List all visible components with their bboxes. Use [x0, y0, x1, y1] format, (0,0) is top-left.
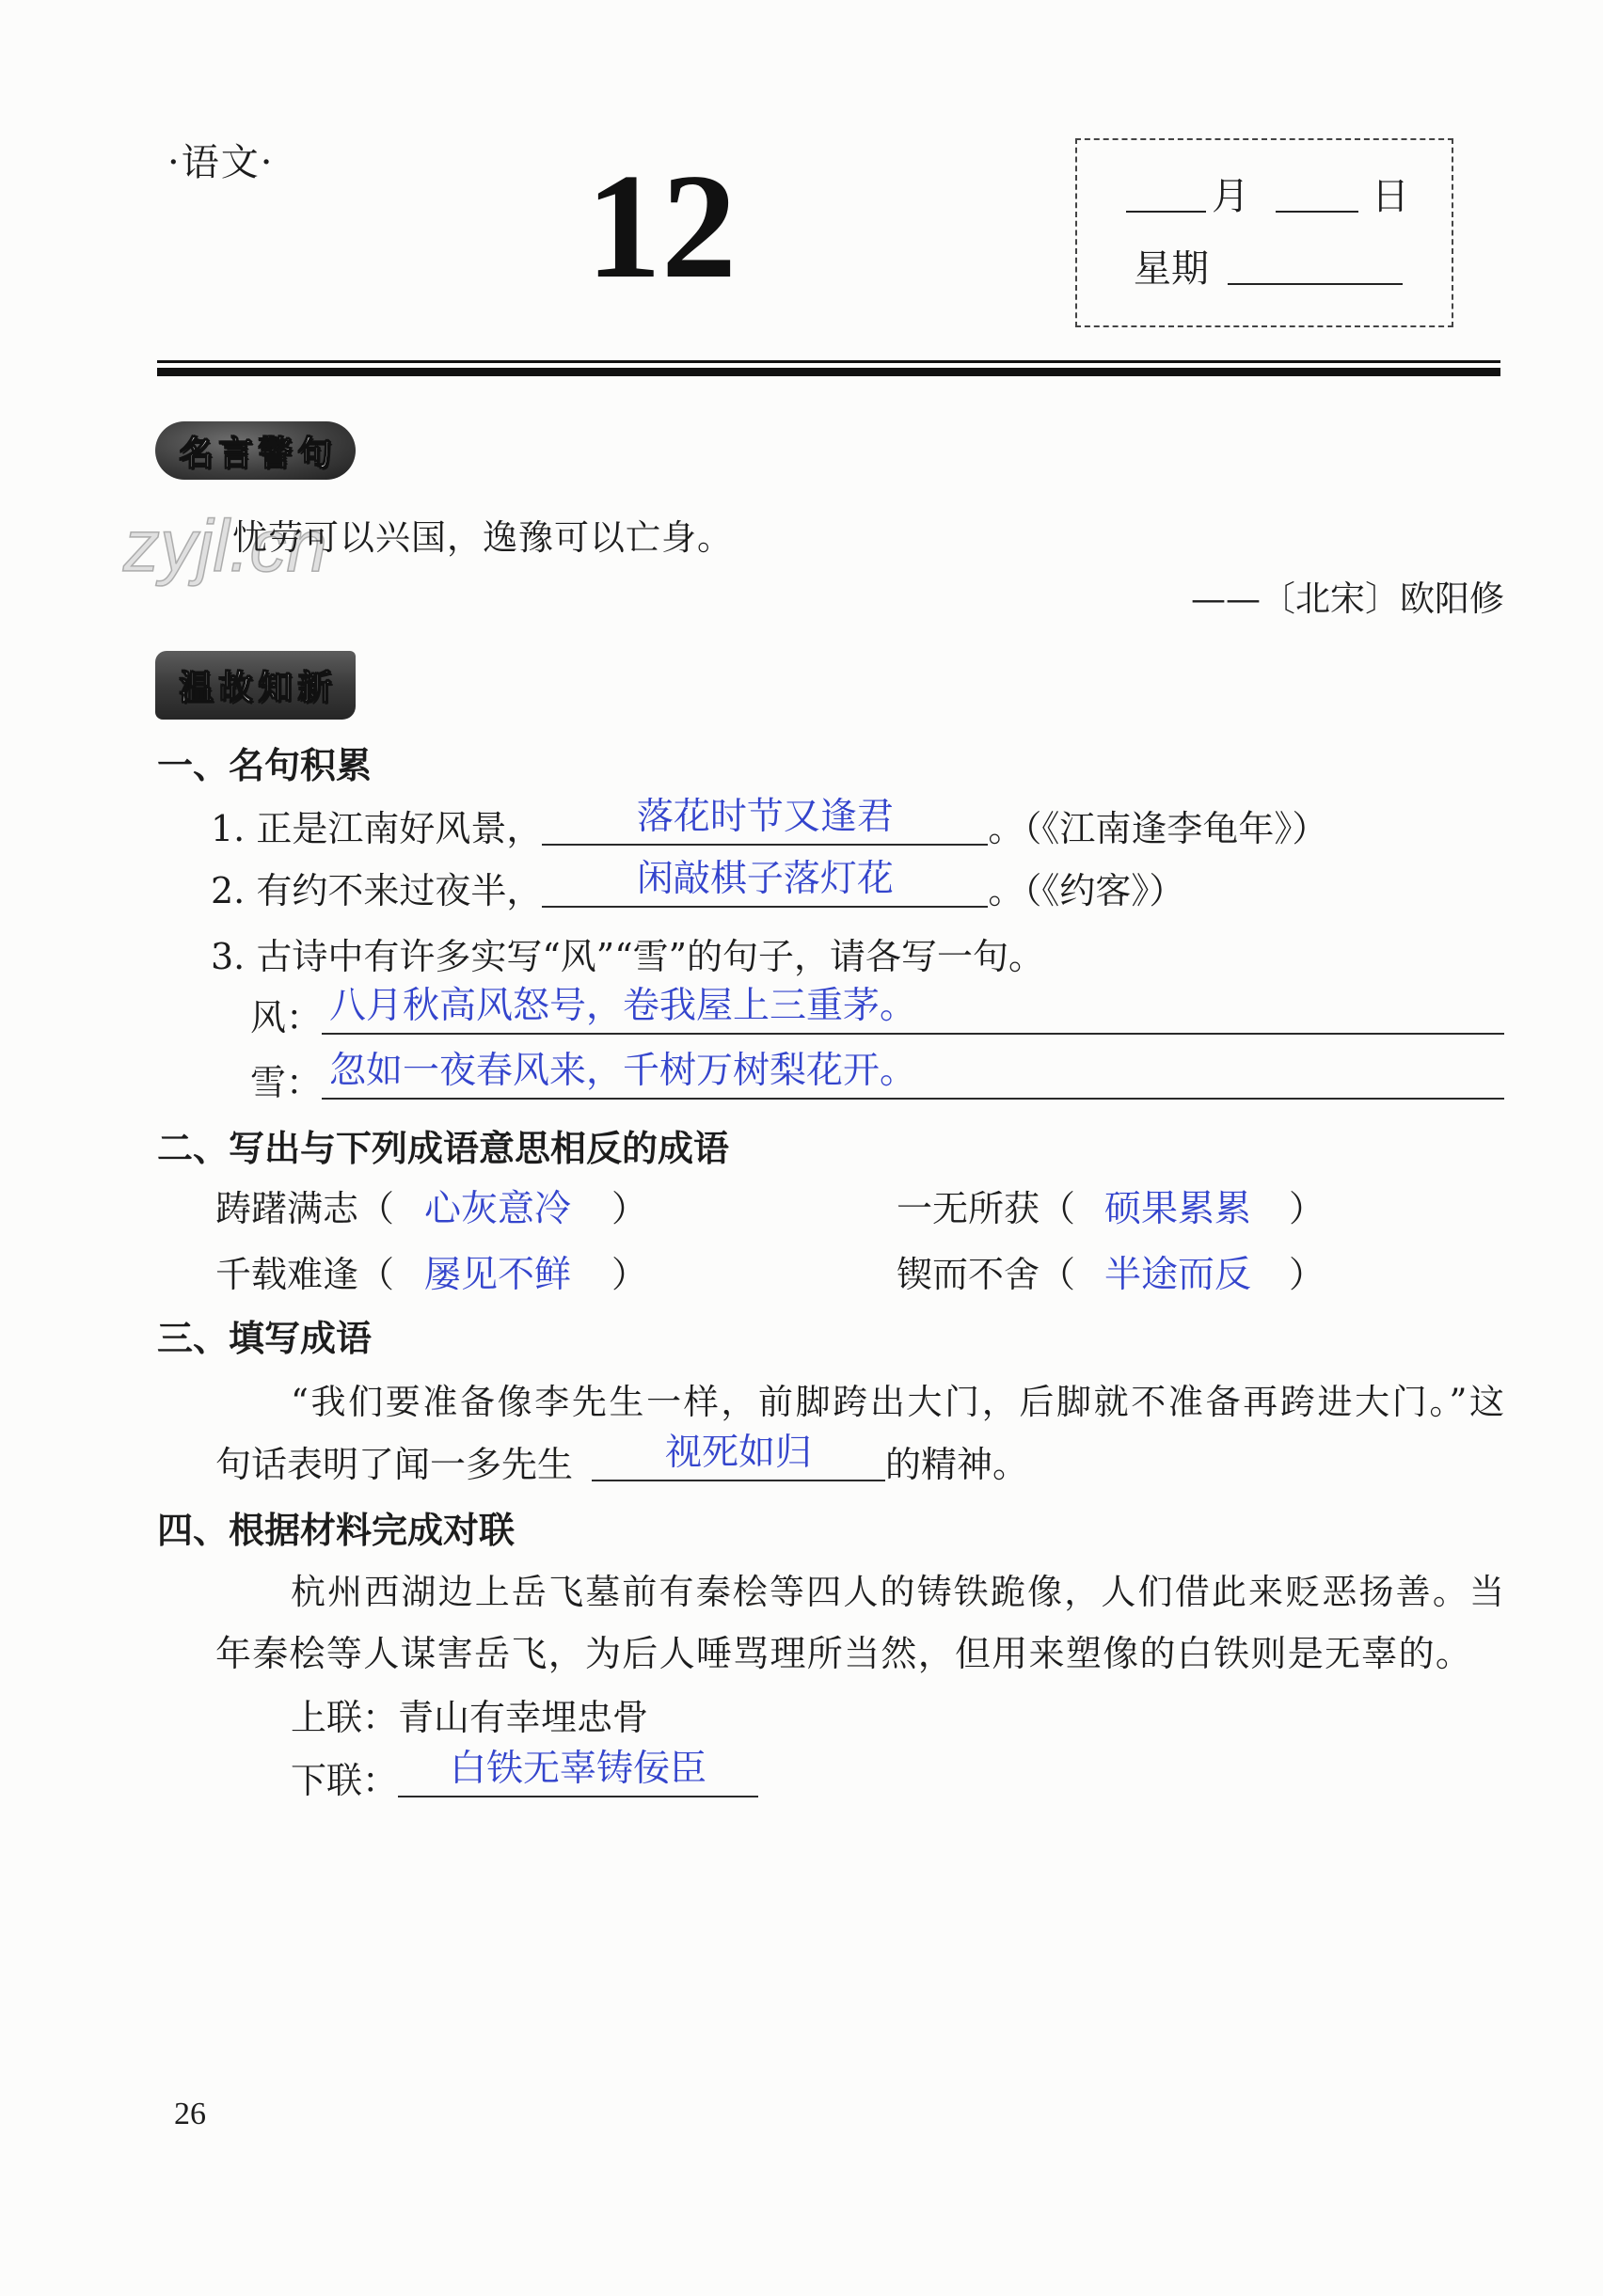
close-paren: ） [1289, 1254, 1325, 1295]
open-paren: （ [358, 1254, 395, 1295]
lower-couplet-label: 下联： [291, 1760, 399, 1801]
part3-text-before: 句话表明了闻一多先生 [215, 1444, 574, 1485]
question-1-source: 。（《江南逢李龟年》） [988, 808, 1328, 849]
idiom-term-text: 踌躇满志 [215, 1188, 359, 1229]
upper-couplet [291, 1697, 649, 1738]
header-rule-thick [157, 368, 1500, 376]
weekday-blank [1228, 255, 1403, 285]
date-weekday-row [1134, 247, 1403, 291]
part4-material-line-1: 杭州西湖边上岳飞墓前有秦桧等四人的铸铁跪像，人们借此来贬恶扬善。当 [291, 1572, 1504, 1612]
question-1-blank [542, 796, 988, 846]
question-2-prompt: 2. 有约不来过夜半， [211, 870, 543, 911]
close-paren: ） [1289, 1188, 1325, 1229]
header-rule-thin [157, 360, 1500, 363]
month-blank [1126, 182, 1206, 213]
part4-heading: 四、根据材料完成对联 [157, 1510, 516, 1551]
part3-blank [592, 1432, 885, 1481]
month-label: 月 [1212, 175, 1249, 218]
lower-couplet-blank [398, 1748, 758, 1797]
idiom-term-text: 千载难逢 [215, 1254, 359, 1295]
upper-couplet-label: 上联： [291, 1697, 399, 1738]
close-paren: ） [611, 1254, 648, 1295]
snow-line [250, 1050, 1504, 1103]
question-3-prompt: 3. 古诗中有许多实写“风”“雪”的句子，请各写一句。 [211, 936, 1045, 977]
snow-label: 雪： [250, 1062, 323, 1103]
date-box [1075, 138, 1453, 327]
part4-material-line-2: 年秦桧等人谋害岳飞，为后人唾骂理所当然，但用来塑像的白铁则是无辜的。 [215, 1633, 1473, 1674]
snow-blank [322, 1050, 1504, 1100]
lower-couplet-answer: 白铁无辜铸佞臣 [450, 1748, 707, 1790]
subject-label: ·语文· [167, 141, 275, 184]
upper-couplet-text: 青山有幸埋忠骨 [398, 1697, 649, 1738]
day-label: 日 [1372, 175, 1409, 218]
question-1-prompt: 1. 正是江南好风景， [211, 808, 543, 849]
wind-label: 风： [250, 997, 323, 1038]
part3-answer: 视死如归 [665, 1432, 813, 1474]
wind-answer: 八月秋高风怒号，卷我屋上三重茅。 [329, 985, 917, 1027]
open-paren: （ [358, 1188, 395, 1229]
weekday-label: 星期 [1134, 247, 1209, 291]
idiom-answer: 硕果累累 [1104, 1188, 1252, 1230]
open-paren: （ [1040, 1188, 1076, 1229]
idiom-answer: 心灰意冷 [424, 1188, 572, 1230]
question-2-answer: 闲敲棋子落灯花 [636, 858, 894, 900]
question-2-source: 。（《约客》） [988, 870, 1185, 911]
question-1 [211, 796, 1328, 849]
idiom-term [215, 1254, 395, 1295]
quote-text: 忧劳可以兴国，逸豫可以亡身。 [232, 517, 733, 558]
close-paren: ） [611, 1188, 648, 1229]
snow-answer: 忽如一夜春风来，千树万树梨花开。 [329, 1050, 917, 1092]
part3-paragraph-line-2 [215, 1432, 1029, 1485]
idiom-term [215, 1188, 395, 1229]
date-month-day-row [1126, 175, 1409, 218]
open-paren: （ [1040, 1254, 1076, 1295]
famous-quote-badge: 名言警句 [155, 421, 356, 480]
wind-blank [322, 985, 1504, 1035]
idiom-term-text: 一无所获 [897, 1188, 1040, 1229]
question-2 [211, 858, 1185, 911]
day-blank [1276, 182, 1358, 213]
question-2-blank [542, 858, 988, 908]
part2-heading: 二、写出与下列成语意思相反的成语 [157, 1128, 730, 1169]
idiom-answer: 半途而反 [1104, 1254, 1252, 1296]
part3-text-after: 的精神。 [885, 1444, 1029, 1485]
review-badge: 温故知新 [155, 651, 356, 720]
lower-couplet [291, 1748, 758, 1801]
wind-line [250, 985, 1504, 1038]
idiom-term [897, 1254, 1076, 1295]
quote-attribution: ——〔北宋〕欧阳修 [1191, 578, 1504, 619]
page-number: 26 [174, 2097, 206, 2131]
lesson-number: 12 [586, 142, 737, 309]
question-1-answer: 落花时节又逢君 [636, 796, 894, 838]
part1-heading: 一、名句积累 [157, 745, 373, 786]
part3-paragraph-line-1: “我们要准备像李先生一样，前脚跨出大门，后脚就不准备再跨进大门。”这 [291, 1382, 1504, 1422]
watermark: zyjl.cn [123, 504, 327, 587]
part3-heading: 三、填写成语 [157, 1318, 373, 1359]
idiom-term-text: 锲而不舍 [897, 1254, 1040, 1295]
idiom-answer: 屡见不鲜 [424, 1254, 572, 1296]
idiom-term [897, 1188, 1076, 1229]
